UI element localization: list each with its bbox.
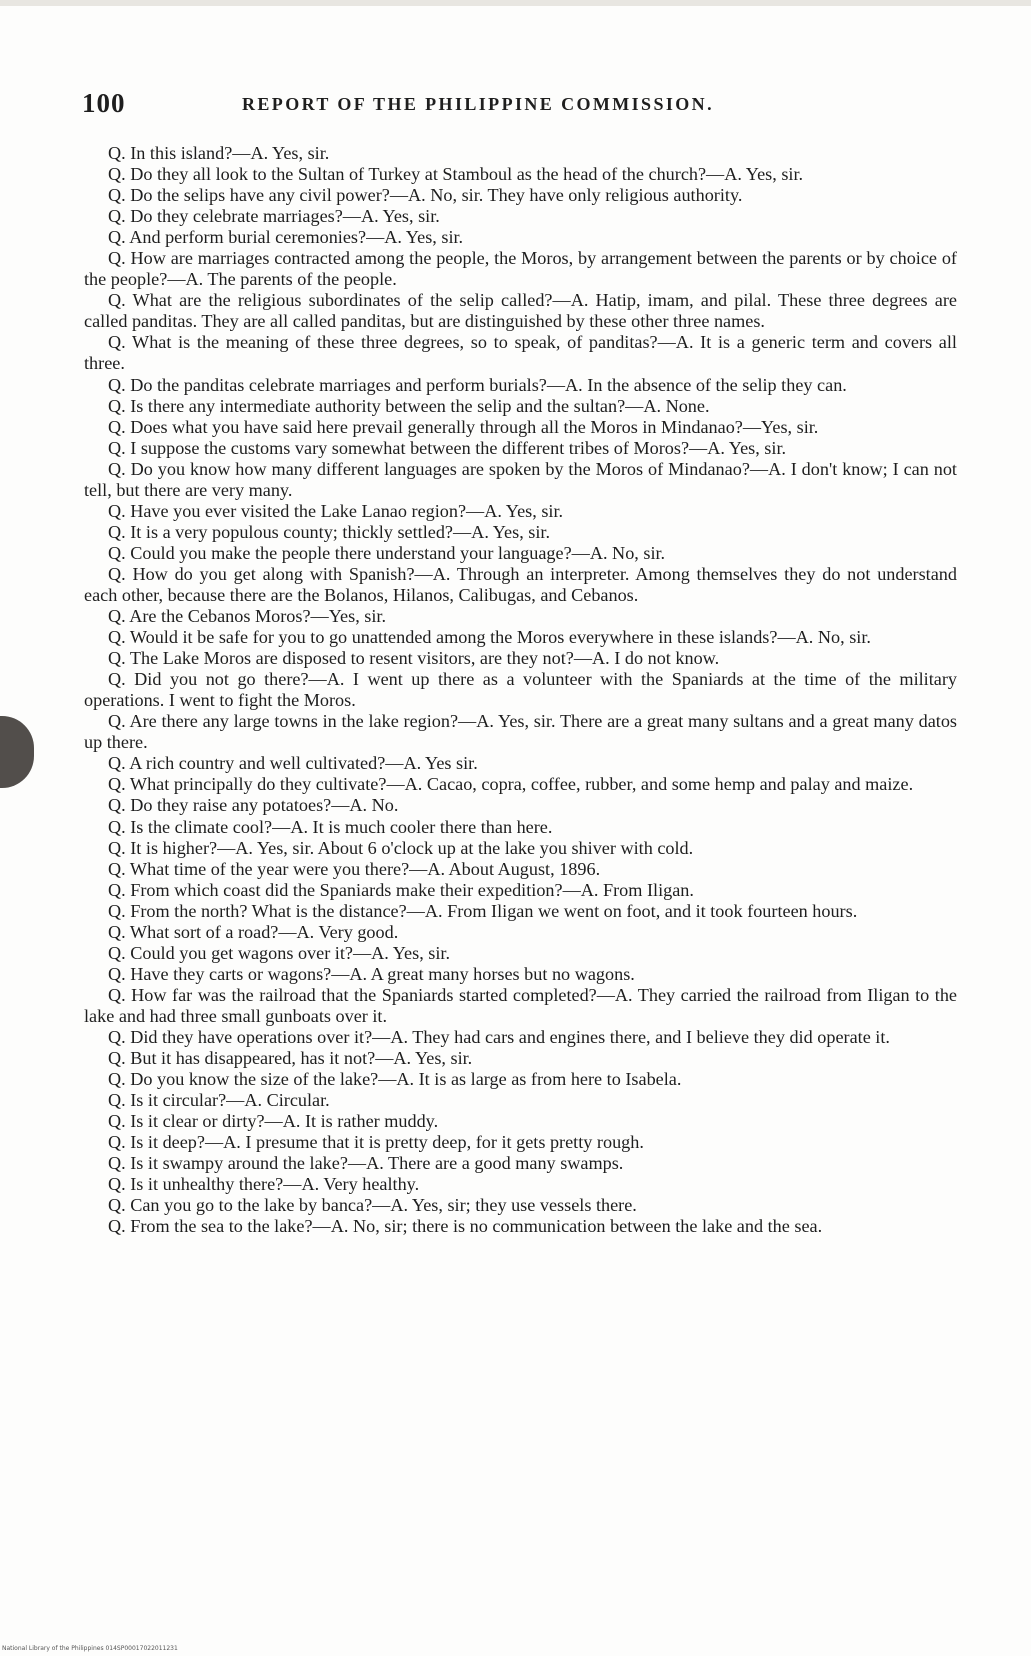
qa-paragraph: Q. Did you not go there?—A. I went up there as a volunteer with the Spaniards at the time of the military operations. I went to fight the Moros.: [84, 669, 957, 711]
qa-paragraph: Q. What time of the year were you there?—A. About August, 1896.: [108, 858, 601, 879]
qa-paragraph: Q. Could you get wagons over it?—A. Yes, sir.: [108, 942, 451, 963]
scan-artifact: [0, 716, 34, 788]
qa-paragraph: Q. Is it deep?—A. I presume that it is pretty deep, for it gets pretty rough.: [108, 1132, 644, 1153]
qa-paragraph: Q. Can you go to the lake by banca?—A. Yes, sir; they use vessels there.: [108, 1195, 637, 1216]
qa-paragraph: Q. Is the climate cool?—A. It is much cooler there than here.: [108, 816, 553, 837]
qa-paragraph: Q. How far was the railroad that the Spaniards started completed?—A. They carried the railroad from Iligan to the lake and had three small gunboats over it.: [84, 984, 957, 1026]
qa-paragraph: Q. Do the selips have any civil power?—A. No, sir. They have only religious authority.: [108, 185, 743, 206]
qa-paragraph: Q. The Lake Moros are disposed to resent visitors, are they not?—A. I do not know.: [108, 648, 720, 669]
qa-paragraph: Q. Is there any intermediate authority between the selip and the sultan?—A. None.: [108, 395, 710, 416]
qa-paragraph: Q. From the sea to the lake?—A. No, sir; there is no communication between the lake and the sea.: [108, 1216, 823, 1237]
qa-paragraph: Q. In this island?—A. Yes, sir.: [108, 143, 330, 163]
qa-paragraph: Q. Is it circular?—A. Circular.: [108, 1090, 330, 1111]
qa-paragraph: Q. What are the religious subordinates of the selip called?—A. Hatip, imam, and pilal. These three degrees are called panditas. They are all called panditas, but are distinguished by these other three names.: [84, 290, 957, 332]
qa-paragraph: Q. What principally do they cultivate?—A. Cacao, copra, coffee, rubber, and some hemp and palay and maize.: [108, 774, 914, 795]
testimony-body: [84, 143, 957, 1237]
qa-paragraph: Q. Have they carts or wagons?—A. A great many horses but no wagons.: [108, 963, 635, 984]
page-number: 100: [82, 88, 126, 118]
qa-paragraph: Q. From which coast did the Spaniards make their expedition?—A. From Iligan.: [108, 879, 694, 900]
qa-paragraph: Q. Is it clear or dirty?—A. It is rather muddy.: [108, 1111, 439, 1132]
qa-paragraph: Q. What is the meaning of these three degrees, so to speak, of panditas?—A. It is a generic term and covers all three.: [84, 332, 957, 374]
qa-paragraph: Q. A rich country and well cultivated?—A. Yes sir.: [108, 753, 478, 774]
qa-paragraph: Q. And perform burial ceremonies?—A. Yes, sir.: [108, 227, 464, 248]
qa-paragraph: Q. How are marriages contracted among the people, the Moros, by arrangement between the parents or by choice of the people?—A. The parents of the people.: [84, 248, 957, 290]
qa-paragraph: Q. Do the panditas celebrate marriages and perform burials?—A. In the absence of the selip they can.: [108, 374, 847, 395]
qa-paragraph: Q. Does what you have said here prevail generally through all the Moros in Mindanao?—Yes, sir.: [108, 416, 819, 437]
qa-paragraph: Q. I suppose the customs vary somewhat between the different tribes of Moros?—A. Yes, sir.: [108, 437, 787, 458]
qa-paragraph: Q. Have you ever visited the Lake Lanao region?—A. Yes, sir.: [108, 500, 564, 521]
scan-footer-note: National Library of the Philippines 014SP0001702201​1231: [2, 1645, 178, 1652]
qa-paragraph: Q. Did they have operations over it?—A. They had cars and engines there, and I believe they did operate it.: [108, 1026, 890, 1047]
qa-paragraph: Q. It is a very populous county; thickly settled?—A. Yes, sir.: [108, 521, 551, 542]
qa-paragraph: Q. Do they all look to the Sultan of Turkey at Stamboul as the head of the church?—A. Yes, sir.: [108, 164, 804, 185]
qa-paragraph: Q. How do you get along with Spanish?—A. Through an interpreter. Among themselves they do not understand each other, because there are the Bolanos, Hilanos, Calibugas, and Cebanos.: [84, 563, 957, 605]
qa-paragraph: Q. Would it be safe for you to go unattended among the Moros everywhere in these islands?—A. No, sir.: [108, 627, 871, 648]
qa-paragraph: Q. Is it swampy around the lake?—A. There are a good many swamps.: [108, 1153, 624, 1174]
qa-paragraph: Q. Do they celebrate marriages?—A. Yes, sir.: [108, 206, 440, 227]
qa-paragraph: Q. Could you make the people there understand your language?—A. No, sir.: [108, 542, 666, 563]
scan-top-edge: [0, 0, 1031, 6]
qa-paragraph: Q. What sort of a road?—A. Very good.: [108, 921, 399, 942]
qa-paragraph: Q. Are the Cebanos Moros?—Yes, sir.: [108, 606, 387, 627]
running-head: [82, 88, 958, 122]
qa-paragraph: Q. Are there any large towns in the lake region?—A. Yes, sir. There are a great many sultans and a great many datos up there.: [84, 711, 957, 753]
qa-paragraph: Q. It is higher?—A. Yes, sir. About 6 o'clock up at the lake you shiver with cold.: [108, 837, 694, 858]
qa-paragraph: Q. But it has disappeared, has it not?—A. Yes, sir.: [108, 1048, 473, 1069]
page-header-title: REPORT OF THE PHILIPPINE COMMISSION.: [242, 94, 714, 114]
qa-paragraph: Q. Is it unhealthy there?—A. Very healthy.: [108, 1174, 420, 1195]
qa-paragraph: Q. Do you know the size of the lake?—A. It is as large as from here to Isabela.: [108, 1069, 682, 1090]
qa-paragraph: Q. Do they raise any potatoes?—A. No.: [108, 795, 399, 816]
qa-paragraph: Q. From the north? What is the distance?—A. From Iligan we went on foot, and it took fourteen hours.: [108, 900, 858, 921]
qa-paragraph: Q. Do you know how many different languages are spoken by the Moros of Mindanao?—A. I don't know; I can not tell, but there are very many.: [84, 458, 957, 500]
